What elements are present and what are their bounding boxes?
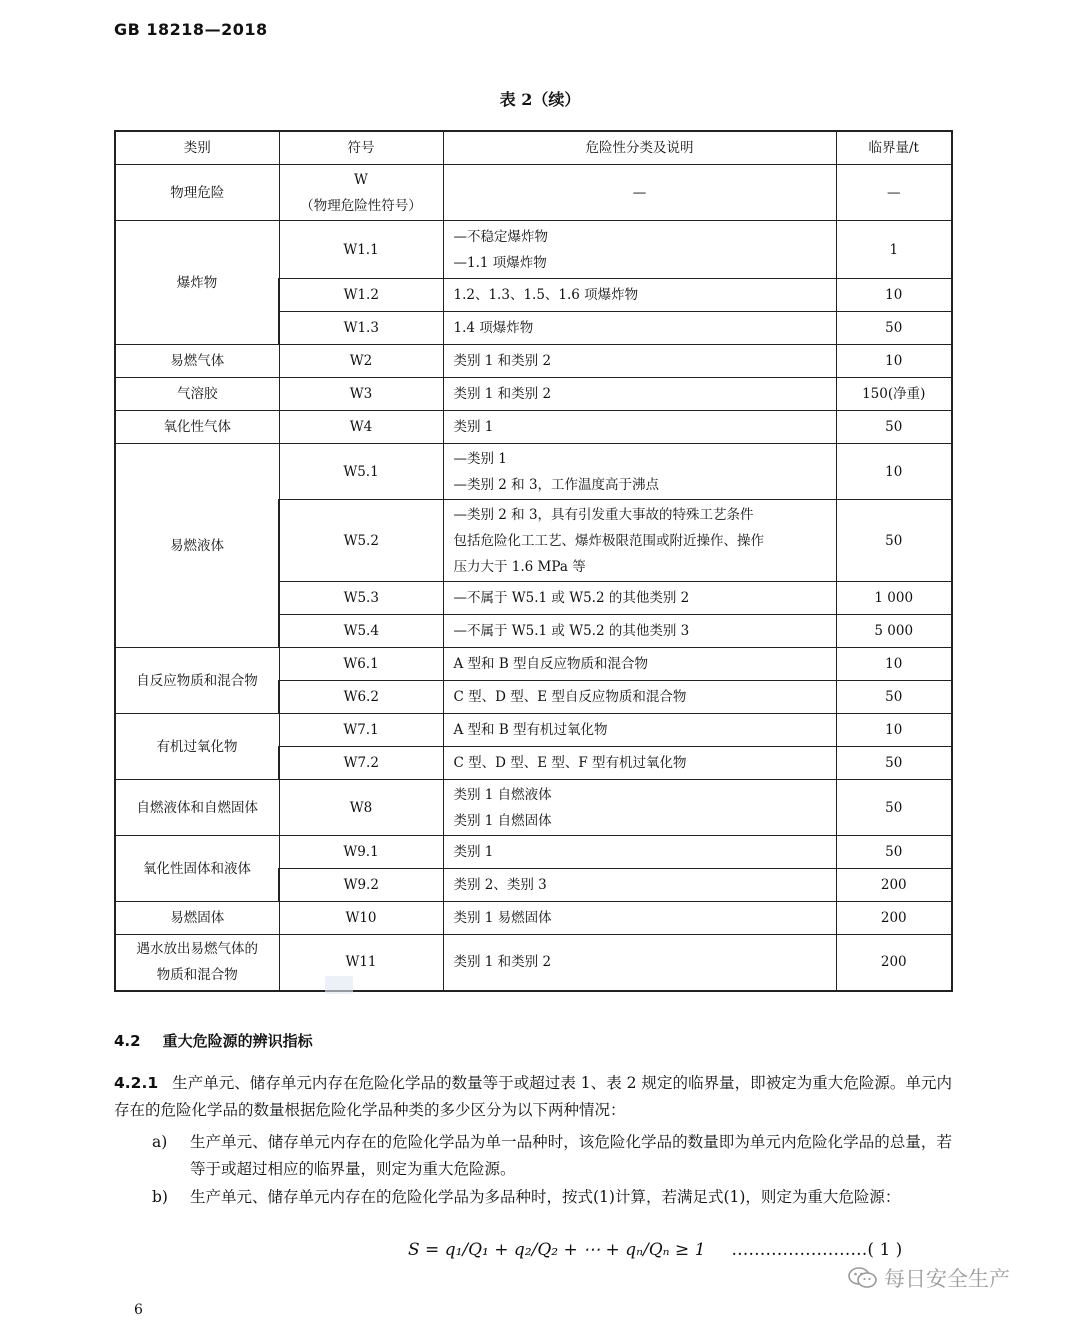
symbol-text: W3	[349, 386, 373, 402]
symbol-text: W7.1	[343, 722, 379, 738]
symbol-cell	[279, 902, 443, 935]
category-text: 爆炸物	[176, 274, 218, 291]
symbol-cell	[279, 681, 443, 714]
description-text: —不属于 W5.1 或 W5.2 的其他类别 2	[453, 590, 690, 606]
description-text: 类别 1	[453, 844, 494, 860]
symbol-cell	[279, 378, 443, 411]
category-text: 氧化性气体	[163, 419, 231, 435]
threshold-cell: 50	[836, 500, 952, 582]
description-cell	[443, 648, 836, 681]
threshold-cell: 10	[836, 345, 952, 378]
category-text: 遇水放出易燃气体的	[136, 941, 258, 958]
category-text: 物理危险	[170, 184, 225, 201]
category-cell	[115, 411, 279, 444]
category-cell	[115, 714, 279, 780]
symbol-text: W5.4	[343, 623, 379, 639]
table-row	[115, 714, 952, 747]
table-row	[115, 345, 952, 378]
description-text: 类别 1 自燃固体	[453, 812, 552, 829]
list-marker: a)	[152, 1133, 168, 1151]
description-text: 类别 1 自燃液体	[453, 786, 552, 803]
table-header-row	[115, 131, 952, 165]
column-header: 类别	[115, 131, 279, 165]
category-cell	[115, 165, 279, 221]
description-text: C 型、D 型、E 型、F 型有机过氧化物	[453, 755, 687, 771]
threshold-cell: 1 000	[836, 582, 952, 615]
description-text: 类别 1 和类别 2	[453, 954, 552, 971]
description-text: 类别 1 和类别 2	[453, 353, 552, 369]
table-row	[115, 902, 952, 935]
list-item	[152, 1129, 952, 1183]
category-text: 气溶胶	[177, 386, 218, 402]
description-cell	[443, 582, 836, 615]
symbol-text: W5.1	[343, 463, 379, 480]
category-cell	[115, 221, 279, 345]
formula-expression: S = q₁/Q₁ + q₂/Q₂ + ⋯ + qₙ/Qₙ ≥ 1	[408, 1240, 706, 1260]
threshold-cell: 10	[836, 648, 952, 681]
clause-text: 生产单元、储存单元内存在危险化学品的数量等于或超过表 1、表 2 规定的临界量，即被定为重大危险源。单元内存在的危险化学品的数量根据危险化学品种类的多少区分为以下两种情况：	[114, 1074, 952, 1119]
category-cell	[115, 444, 279, 648]
symbol-cell	[279, 648, 443, 681]
list-item-text: 生产单元、储存单元内存在的危险化学品为多品种时，按式(1)计算，若满足式(1)，则定为重大危险源：	[190, 1188, 901, 1206]
description-text: 类别 1	[453, 419, 494, 435]
symbol-text: W5.3	[343, 590, 379, 606]
table-row	[115, 836, 952, 869]
description-text: —类别 1	[453, 450, 507, 467]
list-marker: b)	[152, 1188, 168, 1206]
category-text: 易燃气体	[170, 353, 225, 369]
threshold-cell: 50	[836, 780, 952, 836]
symbol-text: （物理危险性符号）	[300, 197, 422, 214]
threshold-cell: 5 000	[836, 615, 952, 648]
symbol-cell	[279, 836, 443, 869]
symbol-cell	[279, 500, 443, 582]
page-number: 6	[134, 1302, 143, 1318]
threshold-cell: 200	[836, 869, 952, 902]
watermark-text: 每日安全生产	[884, 1267, 1010, 1291]
category-text: 有机过氧化物	[156, 738, 238, 755]
symbol-cell	[279, 279, 443, 312]
description-cell	[443, 500, 836, 582]
description-cell	[443, 312, 836, 345]
threshold-cell: 50	[836, 836, 952, 869]
description-text: C 型、D 型、E 型自反应物质和混合物	[453, 689, 687, 705]
description-cell	[443, 615, 836, 648]
column-header: 符号	[279, 131, 443, 165]
symbol-text: W5.2	[343, 532, 379, 549]
category-text: 自反应物质和混合物	[136, 672, 258, 689]
hazard-threshold-table	[114, 130, 953, 992]
standard-number: GB 18218—2018	[114, 20, 268, 39]
description-text: 类别 1 和类别 2	[453, 386, 552, 402]
formula-leader-dots: ……………………	[731, 1240, 868, 1260]
description-cell	[443, 165, 836, 221]
description-cell	[443, 444, 836, 500]
threshold-cell: —	[836, 165, 952, 221]
column-header: 危险性分类及说明	[443, 131, 836, 165]
description-cell	[443, 221, 836, 279]
description-text: —类别 2 和 3，工作温度高于沸点	[453, 476, 660, 493]
clause-paragraph	[114, 1070, 952, 1124]
threshold-cell: 50	[836, 681, 952, 714]
description-text: —不稳定爆炸物	[453, 228, 548, 245]
category-cell	[115, 902, 279, 935]
category-cell	[115, 345, 279, 378]
symbol-text: W10	[345, 910, 377, 926]
description-cell	[443, 780, 836, 836]
symbol-cell	[279, 780, 443, 836]
description-text: 包括危险化工工艺、爆炸极限范围或附近操作、操作	[453, 532, 764, 549]
scan-mark	[325, 976, 353, 994]
symbol-cell	[279, 312, 443, 345]
symbol-cell	[279, 714, 443, 747]
description-cell	[443, 902, 836, 935]
table-row	[115, 780, 952, 836]
description-cell	[443, 935, 836, 991]
description-text: 压力大于 1.6 MPa 等	[453, 558, 586, 575]
threshold-cell: 10	[836, 279, 952, 312]
table-caption: 表 2（续）	[499, 90, 581, 109]
symbol-text: W8	[349, 799, 373, 816]
description-cell	[443, 279, 836, 312]
symbol-text: W2	[349, 353, 373, 369]
description-text: —类别 2 和 3，具有引发重大事故的特殊工艺条件	[453, 506, 754, 523]
symbol-text: W1.3	[343, 320, 379, 336]
symbol-cell	[279, 165, 443, 221]
table-row	[115, 411, 952, 444]
symbol-cell	[279, 221, 443, 279]
description-cell	[443, 681, 836, 714]
category-cell	[115, 378, 279, 411]
threshold-cell: 200	[836, 935, 952, 991]
symbol-text: W6.1	[343, 656, 379, 672]
threshold-cell: 50	[836, 411, 952, 444]
category-cell	[115, 935, 279, 991]
description-cell	[443, 345, 836, 378]
category-cell	[115, 836, 279, 902]
watermark	[848, 1263, 1010, 1293]
section-heading	[114, 1030, 313, 1051]
symbol-cell	[279, 411, 443, 444]
symbol-text: W6.2	[343, 689, 379, 705]
category-text: 易燃固体	[170, 910, 225, 926]
symbol-text: W11	[345, 954, 377, 971]
description-cell	[443, 411, 836, 444]
description-text: 1.2、1.3、1.5、1.6 项爆炸物	[453, 287, 639, 303]
description-text: 1.4 项爆炸物	[453, 320, 534, 336]
category-cell	[115, 648, 279, 714]
category-cell	[115, 780, 279, 836]
symbol-cell	[279, 869, 443, 902]
description-text: A 型和 B 型有机过氧化物	[453, 722, 608, 738]
wechat-icon	[848, 1266, 878, 1290]
description-cell	[443, 747, 836, 780]
symbol-cell	[279, 615, 443, 648]
threshold-cell: 10	[836, 444, 952, 500]
description-cell	[443, 869, 836, 902]
clause-number: 4.2.1	[114, 1074, 159, 1092]
list-item-text: 生产单元、储存单元内存在的危险化学品为单一品种时，该危险化学品的数量即为单元内危险化学品的总量，若等于或超过相应的临界量，则定为重大危险源。	[190, 1133, 952, 1178]
symbol-text: W9.1	[343, 844, 379, 860]
threshold-cell: 50	[836, 312, 952, 345]
symbol-cell	[279, 935, 443, 991]
section-title: 重大危险源的辨识指标	[162, 1032, 313, 1050]
table-row	[115, 221, 952, 279]
symbol-cell	[279, 444, 443, 500]
threshold-cell: 10	[836, 714, 952, 747]
symbol-text: W4	[349, 419, 373, 435]
symbol-text: W1.1	[343, 241, 379, 258]
description-text: 类别 2、类别 3	[453, 877, 547, 893]
threshold-cell: 150(净重)	[836, 378, 952, 411]
table-row	[115, 935, 952, 991]
category-text: 易燃液体	[170, 537, 224, 554]
column-header: 临界量/t	[836, 131, 952, 165]
threshold-cell: 200	[836, 902, 952, 935]
description-cell	[443, 714, 836, 747]
list-item	[152, 1184, 952, 1211]
symbol-text: W1.2	[343, 287, 379, 303]
description-cell	[443, 378, 836, 411]
threshold-cell: 50	[836, 747, 952, 780]
description-text: —1.1 项爆炸物	[453, 254, 547, 271]
section-number: 4.2	[114, 1032, 141, 1050]
symbol-cell	[279, 582, 443, 615]
symbol-text: W7.2	[343, 755, 379, 771]
formula-1	[408, 1240, 902, 1260]
description-text: 类别 1 易燃固体	[453, 910, 552, 926]
formula-label: ( 1 )	[867, 1240, 903, 1260]
table-row	[115, 444, 952, 500]
table-row	[115, 165, 952, 221]
category-text: 自燃液体和自燃固体	[136, 799, 258, 816]
symbol-text: W	[354, 171, 368, 188]
table-row	[115, 648, 952, 681]
category-text: 物质和混合物	[156, 967, 238, 984]
description-text: A 型和 B 型自反应物质和混合物	[453, 656, 649, 672]
table-row	[115, 378, 952, 411]
threshold-cell: 1	[836, 221, 952, 279]
category-text: 氧化性固体和液体	[143, 860, 251, 877]
description-text: —	[632, 184, 647, 201]
symbol-cell	[279, 345, 443, 378]
symbol-text: W9.2	[343, 877, 379, 893]
description-text: —不属于 W5.1 或 W5.2 的其他类别 3	[453, 623, 690, 639]
description-cell	[443, 836, 836, 869]
symbol-cell	[279, 747, 443, 780]
